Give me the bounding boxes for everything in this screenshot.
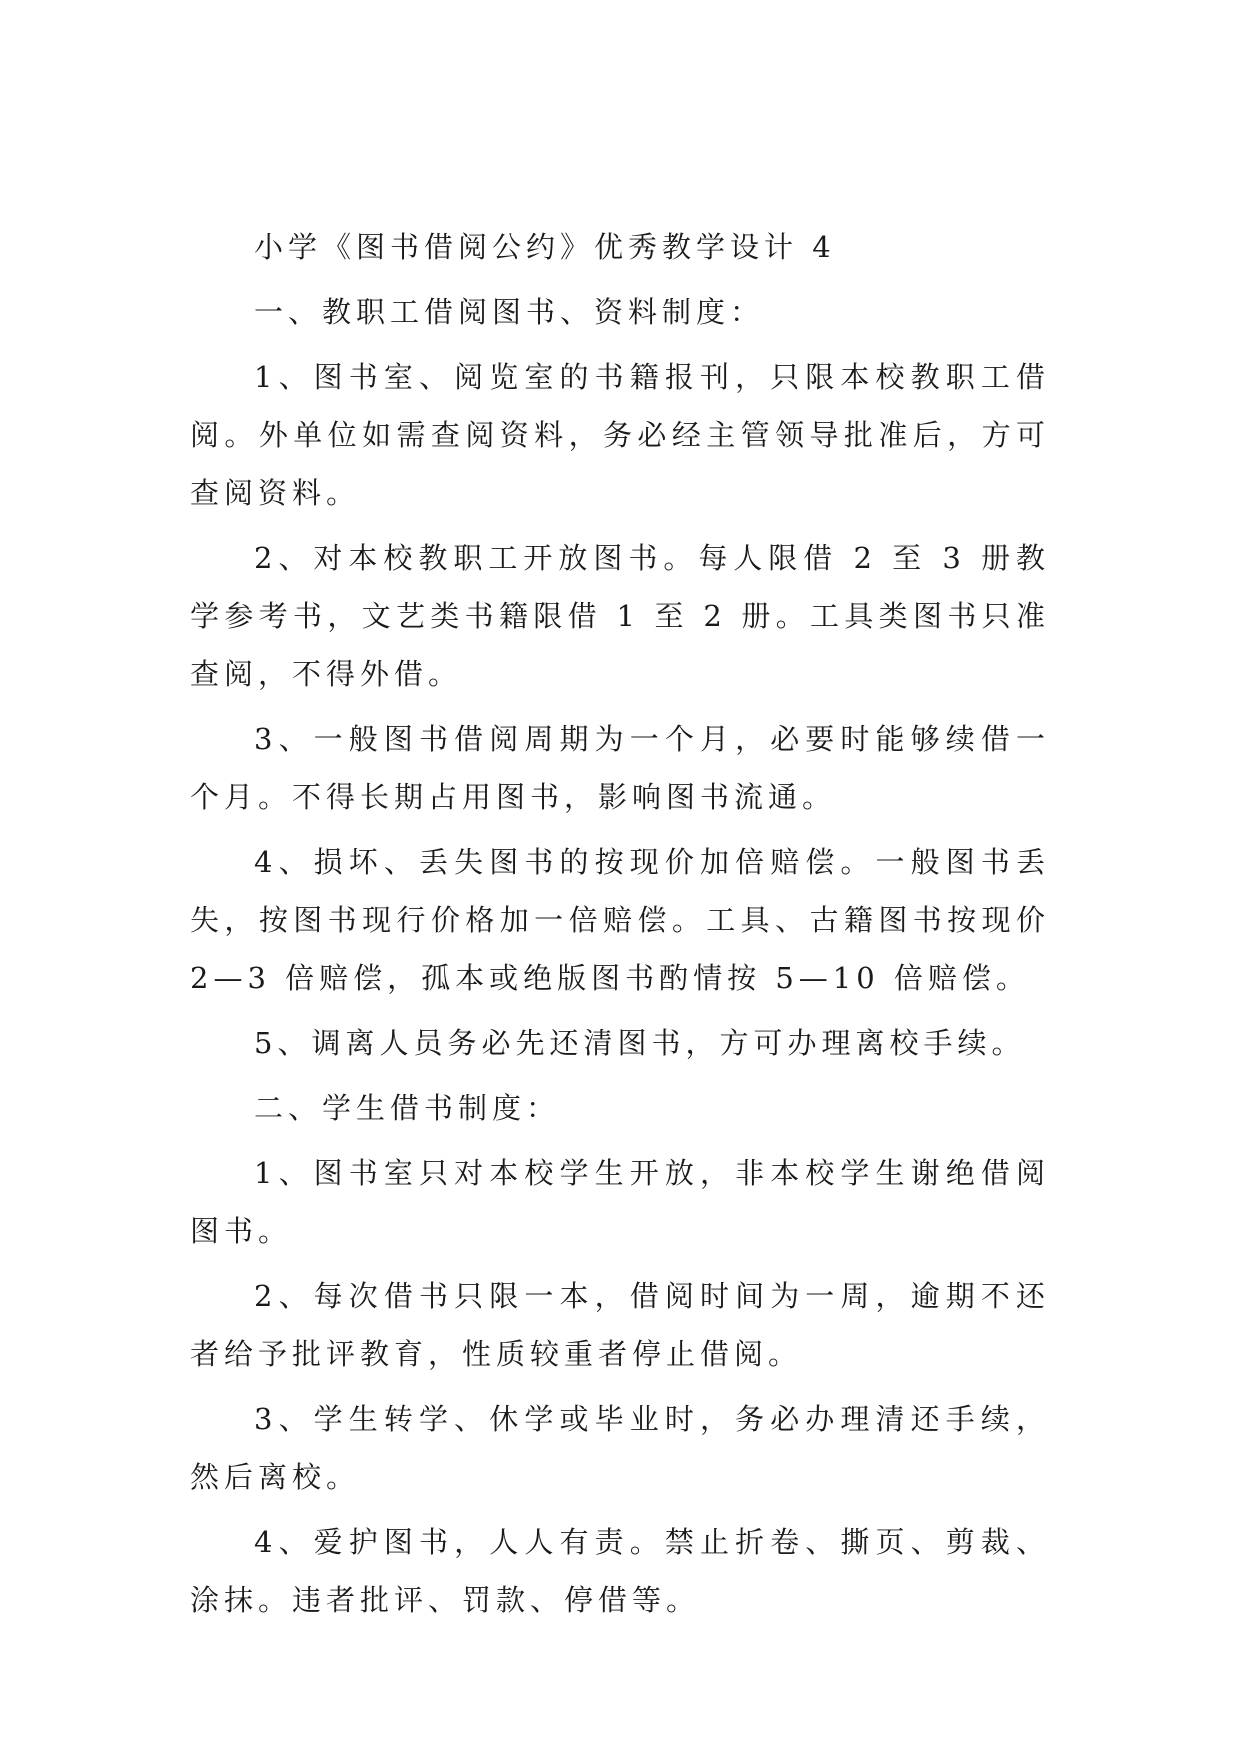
student-rule-3: 3、学生转学、休学或毕业时，务必办理清还手续，然后离校。 bbox=[190, 1402, 1050, 1494]
staff-rule-2: 2、对本校教职工开放图书。每人限借 2 至 3 册教学参考书，文艺类书籍限借 1 至 2 册。工具类图书只准查阅，不得外借。 bbox=[190, 541, 1050, 691]
staff-rule-3: 3、一般图书借阅周期为一个月，必要时能够续借一个月。不得长期占用图书，影响图书流通。 bbox=[190, 722, 1050, 814]
section-heading-students: 二、学生借书制度： bbox=[254, 1091, 561, 1125]
student-rule-4: 4、爱护图书，人人有责。禁止折卷、撕页、剪裁、涂抹。违者批评、罚款、停借等。 bbox=[190, 1525, 1050, 1617]
student-rule-2: 2、每次借书只限一本，借阅时间为一周，逾期不还者给予批评教育，性质较重者停止借阅。 bbox=[190, 1279, 1050, 1371]
staff-rule-4: 4、损坏、丢失图书的按现价加倍赔偿。一般图书丢失，按图书现行价格加一倍赔偿。工具、古籍图书按现价 2—3 倍赔偿，孤本或绝版图书酌情按 5—10 倍赔偿。 bbox=[190, 845, 1050, 995]
staff-rule-5: 5、调离人员务必先还清图书，方可办理离校手续。 bbox=[254, 1026, 1026, 1060]
document-body bbox=[190, 218, 1050, 1636]
student-rule-1: 1、图书室只对本校学生开放，非本校学生谢绝借阅图书。 bbox=[190, 1156, 1050, 1248]
section-heading-staff: 一、教职工借阅图书、资料制度： bbox=[254, 295, 765, 329]
staff-rule-1: 1、图书室、阅览室的书籍报刊，只限本校教职工借阅。外单位如需查阅资料，务必经主管领导批准后，方可查阅资料。 bbox=[190, 360, 1050, 510]
document-title: 小学《图书借阅公约》优秀教学设计 4 bbox=[254, 230, 836, 264]
